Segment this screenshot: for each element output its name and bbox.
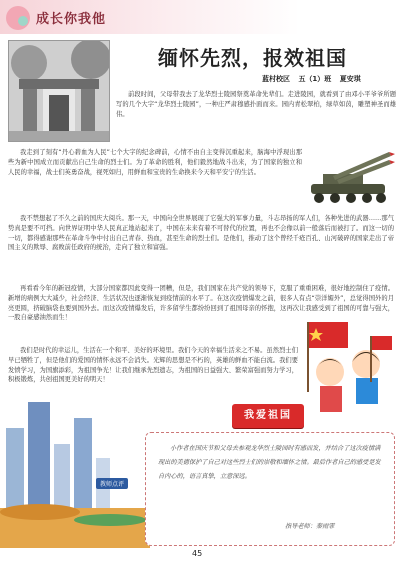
cemetery-gate-photo <box>8 40 110 142</box>
teacher-comment-text: 小作者在国庆节和父母去参观龙华烈士陵园时有感而发，并结合了这次疫情满现出的美德保护了自己对这些烈士们的崇敬和缅怀之情。最后作者自己的感受是发自内心的，语言真挚，立意深远。 <box>158 445 381 480</box>
missile-launcher-icon <box>305 146 395 206</box>
author-school: 蓝村校区 <box>262 75 290 83</box>
header-ribbon <box>0 0 400 34</box>
gate-illustration <box>9 41 109 141</box>
children-flag-illustration <box>300 318 395 430</box>
page-title: 缅怀先烈，报效祖国 <box>158 46 347 70</box>
teacher-comment-badge: 教师点评 <box>96 478 128 489</box>
city-skyline-illustration <box>0 388 150 548</box>
author-class: 五（1）班 <box>298 75 332 83</box>
essay-paragraph-1: 前段时间，父母带我去了龙华烈士陵园祭奠革命先辈们。走进陵园，就看到了由邓小平爷爷所题写的几个大字“龙华烈士陵园”，一种庄严肃穆感扑面而来。园内青松翠柏，绿草如茵，雕塑神圣而雄伟。 <box>116 91 396 118</box>
essay-paragraph-5: 我们是时代的幸运儿，生活在一个和平、美好的环境里。我们今天的幸福生活来之不易。虽然烈士们早已牺牲了，但是他们的爱国的情怀永远不会消失。光辉的思想是不朽的，英雄的鲜血不能白流。我们要发愤学习，为国旗添彩，为祖国争光！让我们继承先烈遗志，为祖国的日益强大、繁荣富强而努力学习，积极锻炼，共创祖国更美好的明天！ <box>8 347 298 384</box>
essay-paragraph-4: 再看看今年的新冠疫情，大部分国家都因此变得一团糟，但是，我们国家在共产党的领导下，克服了重重困难，很好地控制住了疫情。新增的病例大大减少，社会经济、生活状况也逐渐恢复到疫情前的水平了。在这次疫情爆发之前，很多人有点“崇洋媚外”，总觉得国外的月亮更圆，挤破脑袋也要到国外去。而这次疫情爆发后，许多留学生都纷纷回到了祖国母亲的怀抱，这再次让我感受到了祖国的可靠与强大，一股自豪感油然而生！ <box>8 285 394 322</box>
decorative-dots-icon <box>6 6 30 30</box>
section-title: 成长你我他 <box>36 12 107 27</box>
page-number: 45 <box>192 549 203 558</box>
author-name: 夏安琪 <box>339 75 361 83</box>
teacher-signature: 指导老师：秦雨霏 <box>285 523 335 530</box>
essay-paragraph-2: 我走到了刻有“丹心碧血为人民”七个大字的纪念碑前，心情不由自主变得沉重起来，脑海中浮现出那些为新中国成立而贡献出自己生命的烈士们。为了革命的胜利，他们毅然地战斗出来，为了国家的独立和人民的幸福，战士们英勇奋战，视死如归，用鲜血和宝贵的生命换来今天和平安宁的生活。 <box>8 149 302 176</box>
love-motherland-banner: 我爱祖国 <box>232 404 304 428</box>
essay-paragraph-3: 我不禁想起了不久之前的国庆大阅兵。那一天，中国向全世界展现了它强大的军事力量，斗志昂扬的军人们，各种先进的武器……那气势真是要不可挡。向世界证明中华人民真正地站起来了，中国在未来有着不可替代的位置，再也不会像以前一般落后而被打了。而这一切的一切，都得感谢那些在革命斗争中付出自己青春、热血，甚至生命的烈士们。是他们，推动了这个曾经千疮百孔、山河破碎的国家走出了帝国主义的欺辱、腐败前任政府的统治，走向了独立和富强。 <box>8 215 394 252</box>
author-line <box>262 74 361 84</box>
